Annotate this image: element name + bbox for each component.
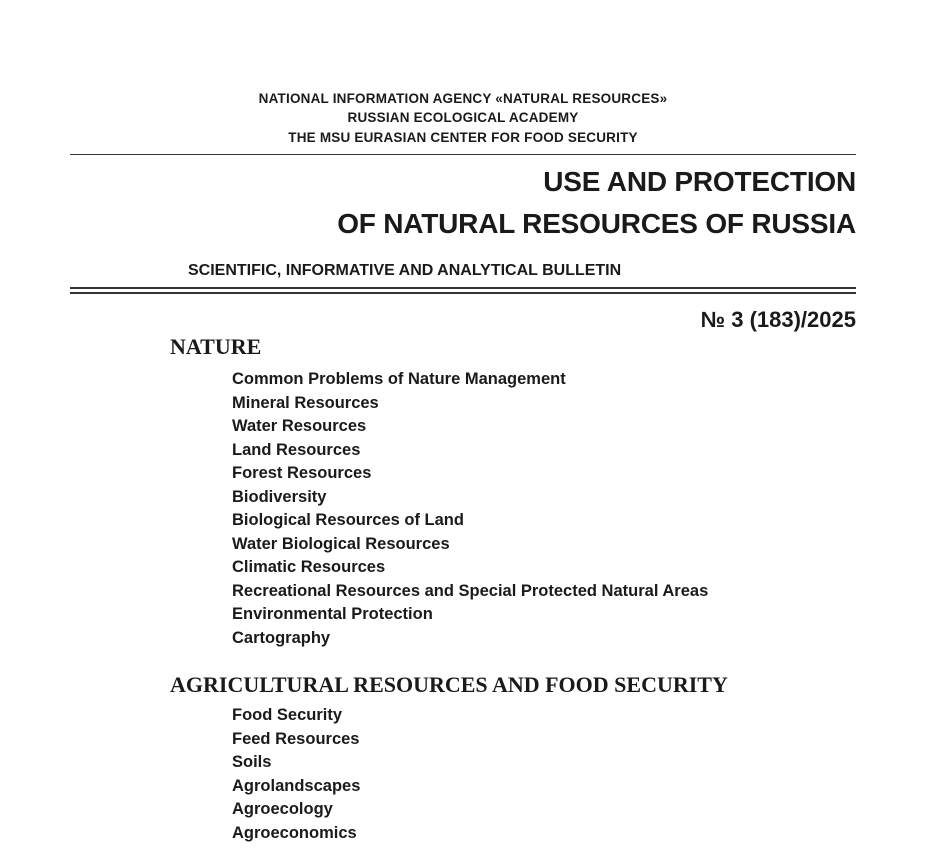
section-heading-agriculture: AGRICULTURAL RESOURCES AND FOOD SECURITY <box>170 672 728 697</box>
org-name-academy: RUSSIAN ECOLOGICAL ACADEMY <box>347 110 579 125</box>
topic-list-nature <box>232 368 708 650</box>
list-item: Environmental Protection <box>232 605 433 623</box>
list-item: Agrolandscapes <box>232 776 361 795</box>
list-item: Biological Resources of Land <box>232 511 464 529</box>
list-item: Feed Resources <box>232 729 360 748</box>
list-item: Mineral Resources <box>232 393 379 412</box>
journal-subtitle: SCIENTIFIC, INFORMATIVE AND ANALYTICAL BULLETIN <box>188 262 622 279</box>
list-item: Forest Resources <box>232 464 372 482</box>
double-divider-top <box>70 287 856 289</box>
list-item: Soils <box>232 753 272 771</box>
double-divider-bottom <box>70 292 856 294</box>
list-item: Land Resources <box>232 440 361 459</box>
list-item: Biodiversity <box>232 487 327 506</box>
issue-number: № 3 (183)/2025 <box>700 307 856 332</box>
journal-title-line-2: OF NATURAL RESOURCES OF RUSSIA <box>337 208 856 239</box>
org-name-center: THE MSU EURASIAN CENTER FOR FOOD SECURITY <box>288 130 638 145</box>
list-item: Agroeconomics <box>232 823 357 842</box>
list-item: Climatic Resources <box>232 558 386 576</box>
topic-list-agriculture <box>232 704 360 845</box>
list-item: Water Resources <box>232 417 367 435</box>
list-item: Common Problems of Nature Management <box>232 370 566 388</box>
list-item: Water Biological Resources <box>232 534 450 553</box>
journal-title-line-1: USE AND PROTECTION <box>543 166 856 197</box>
header-divider <box>70 154 856 155</box>
section-heading-nature: NATURE <box>170 334 262 359</box>
list-item: Food Security <box>232 706 343 724</box>
list-item: Agroecology <box>232 800 333 818</box>
org-name-agency: NATIONAL INFORMATION AGENCY «NATURAL RESOURCES» <box>258 91 668 106</box>
list-item: Recreational Resources and Special Protected Natural Areas <box>232 581 709 600</box>
list-item: Cartography <box>232 628 331 647</box>
